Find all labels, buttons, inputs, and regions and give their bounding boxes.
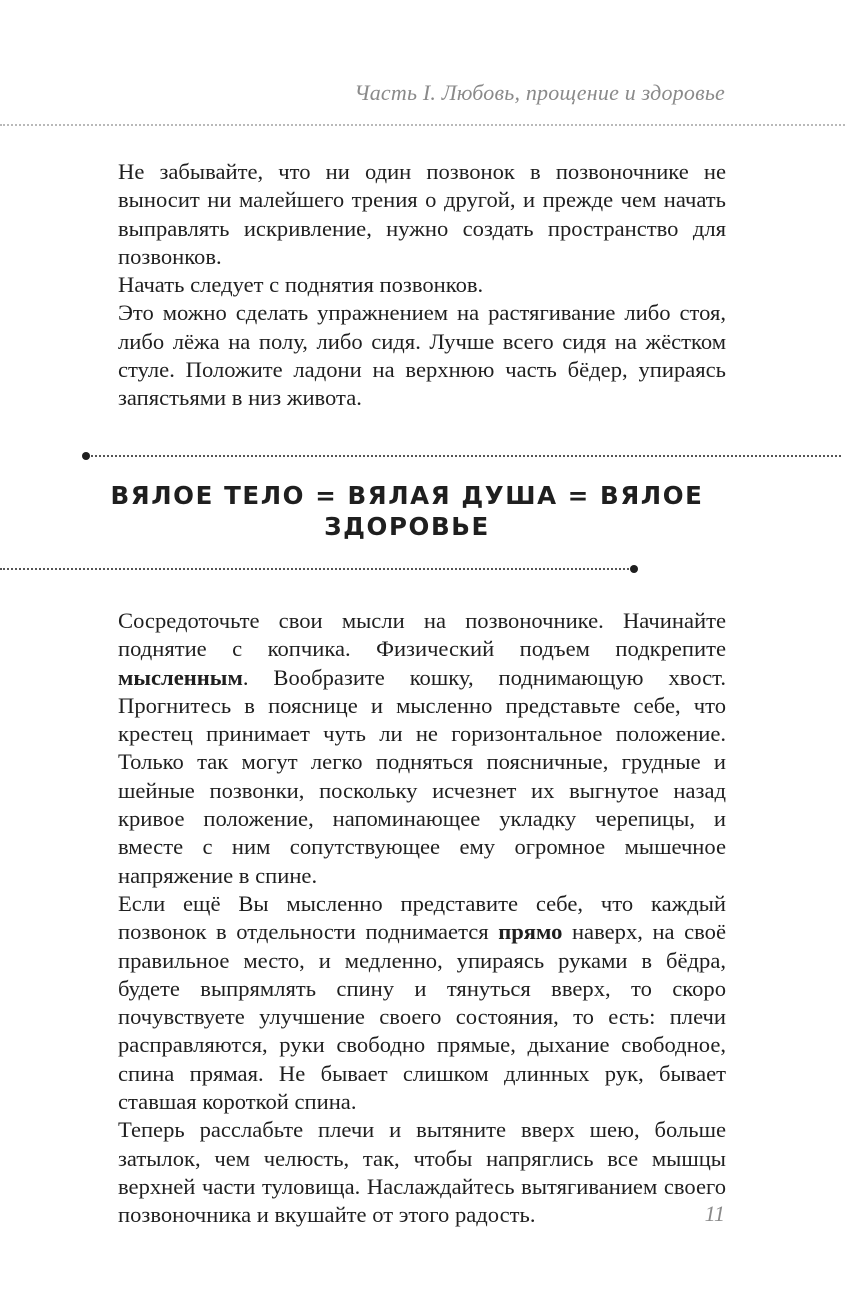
section-divider-top: [84, 455, 841, 457]
divider-dot-icon: [630, 565, 638, 573]
body-paragraph-2-start: Если ещё Вы мысленно представите себе, что каждый позвонок в отдельности поднимается: [118, 890, 726, 945]
section-title-line-2: ЗДОРОВЬЕ: [324, 512, 490, 541]
body-text: [118, 607, 726, 1230]
body-paragraph-1: [118, 607, 726, 890]
divider-dot-icon: [82, 452, 90, 460]
page-number: 11: [704, 1201, 725, 1226]
intro-text: [118, 158, 726, 413]
body-paragraph-1-end: . Вообразите кошку, поднимающую хвост. Прогнитесь в пояснице и мысленно представьте себе, что крестец принимает чуть ли не горизонтальное положение. Только так могут легко подняться поясничные, грудные и шейные позвонки, поскольку исчезнет их выгнутое назад кривое положение, напоминающее укладку черепицы, и вместе с ним сопутствующее ему огромное мышечное напряжение в спине.: [118, 664, 726, 888]
body-paragraph-1-start: Сосредоточьте свои мысли на позвоночнике. Начинайте поднятие с копчика. Физический подъем подкрепите: [118, 608, 726, 662]
section-title: [84, 480, 730, 542]
running-header: Часть I. Любовь, прощение и здоровье: [354, 80, 725, 105]
intro-paragraph-2: Начать следует с поднятия позвонков.: [118, 272, 484, 298]
body-paragraph-2-end: наверх, на своё правильное место, и медленно, упираясь руками в бёдра, будете выпрямлять спину и тянуться вверх, то скоро почувствуете улучшение своего состояния, то есть: плечи расправляются, руки свободно прямые, дыхание свободное, спина прямая. Не бывает слишком длинных рук, бывает ставшая короткой спина.: [118, 919, 726, 1115]
section-title-line-1: ВЯЛОЕ ТЕЛО = ВЯЛАЯ ДУША = ВЯЛОЕ: [110, 481, 704, 510]
emphasis-straight: прямо: [498, 919, 563, 945]
intro-paragraph-1: Не забывайте, что ни один позвонок в позвоночнике не выносит ни малейшего трения о другой, и прежде чем начать выправлять искривление, нужно создать пространство для позвонков.: [118, 159, 726, 269]
body-paragraph-3: Теперь расслабьте плечи и вытяните вверх шею, больше затылок, чем челюсть, так, чтобы напряглись все мышцы верхней части туловища. Наслаждайтесь вытягиванием своего позвоночника и вкушайте от этого радость.: [118, 1117, 726, 1228]
intro-paragraph-3: Это можно сделать упражнением на растягивание либо стоя, либо лёжа на полу, либо сидя. Лучше всего сидя на жёстком стуле. Положите ладони на верхнюю часть бёдер, упираясь запястьями в низ живота.: [118, 300, 726, 411]
emphasis-mental: мысленным: [118, 664, 243, 690]
body-paragraph-2: [118, 890, 726, 1116]
header-divider: [0, 124, 845, 126]
section-divider-bottom: [0, 568, 636, 570]
